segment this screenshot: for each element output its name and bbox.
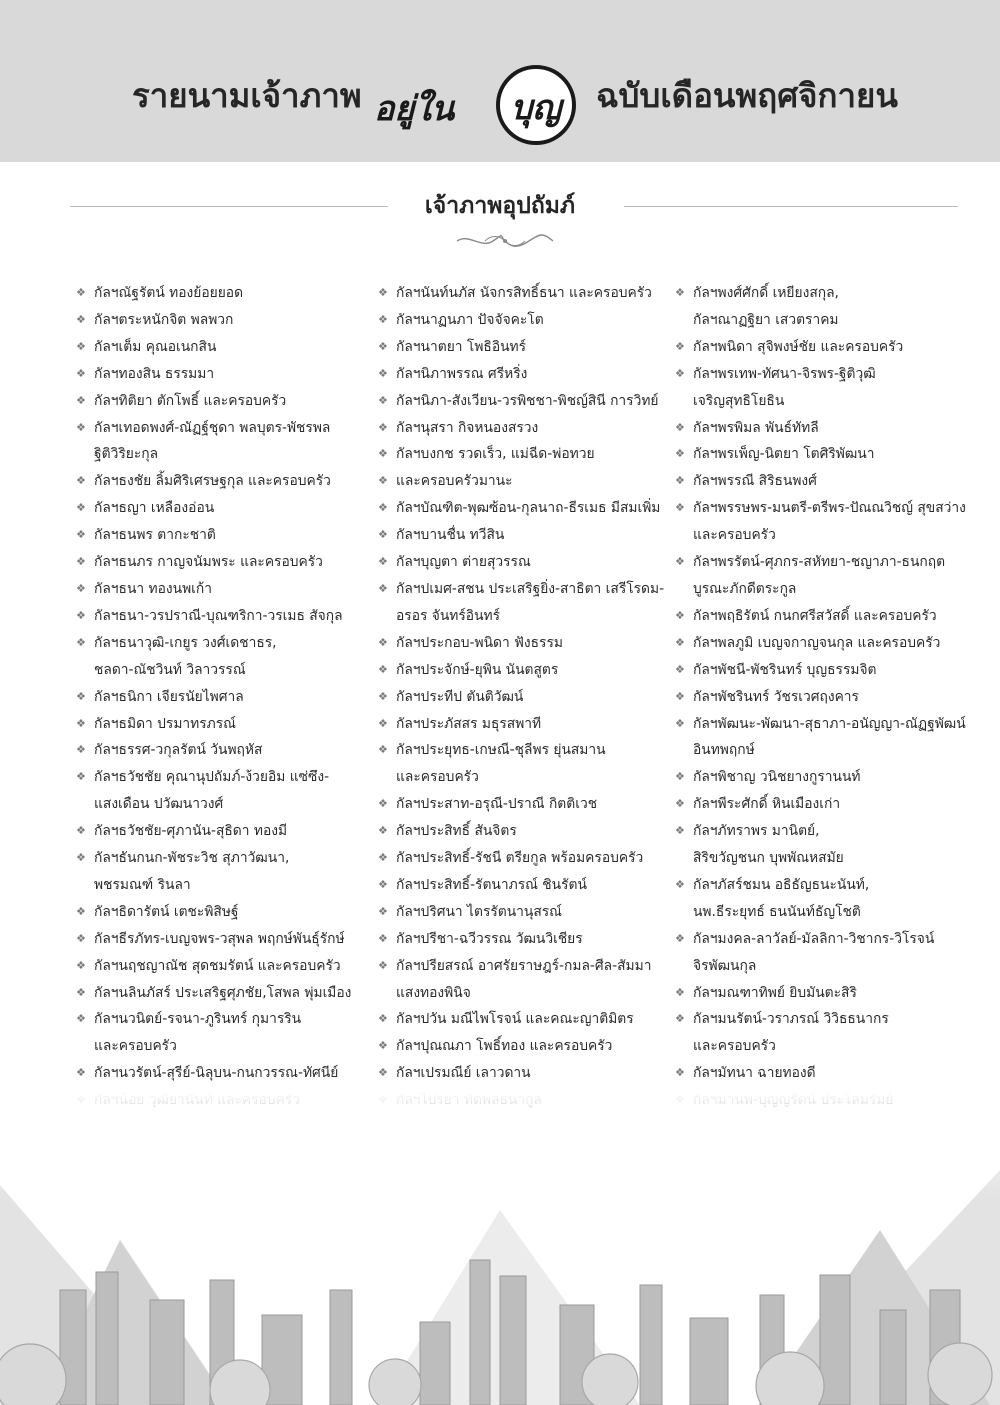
diamond-bullet-icon: ❖: [378, 743, 388, 757]
donor-name-line: และครอบครัวมานะ: [396, 473, 513, 490]
diamond-bullet-icon: ❖: [76, 931, 86, 945]
diamond-bullet-icon: ❖: [675, 286, 685, 299]
donor-name-line: กัลฯมงคล-ลาวัลย์-มัลลิกา-วิชากร-วิโรจน์: [693, 930, 935, 947]
diamond-bullet-icon: ❖: [76, 851, 86, 865]
donor-entry: [378, 388, 674, 415]
diamond-bullet-icon: ❖: [378, 824, 388, 838]
diamond-bullet-icon: ❖: [378, 1066, 388, 1080]
donor-name-line: กัลฯปรีชา-ฉวีวรรณ วัฒนวิเชียร: [396, 930, 583, 947]
donor-entry: [76, 737, 376, 764]
donor-entry: [675, 684, 975, 711]
donor-name-line: กัลฯณัฐรัตน์ ทองย้อยยอด: [94, 285, 244, 301]
donor-name-line: ฐิติวิริยะกุล: [94, 446, 159, 463]
diamond-bullet-icon: ❖: [378, 501, 388, 515]
donor-name-line: กัลฯพรรษพร-มนตรี-ตรีพร-ปัณณวิชญ์ สุขสว่าง: [693, 500, 966, 517]
donor-name-line: สิริขวัญชนก บุพพัณหสมัย: [693, 850, 844, 867]
donor-name-line: ชลดา-ณัชวินท์ วิลาวรรณ์: [94, 661, 246, 678]
diamond-bullet-icon: ❖: [378, 286, 388, 299]
donor-name-line: กัลฯประกอบ-พนิดา ฟังธรรม: [396, 634, 563, 651]
donor-entry: [675, 549, 975, 603]
donor-entry: [378, 711, 674, 738]
donor-entry: [675, 495, 975, 549]
donor-name-line: กัลฯธันกนก-พัชระวิช สุภาวัฒนา,: [94, 850, 290, 867]
diamond-bullet-icon: ❖: [76, 474, 86, 488]
donor-entry: [76, 280, 376, 307]
donor-name-line: อินทพฤกษ์: [693, 742, 755, 759]
donor-entry: [378, 899, 674, 926]
donor-name-line: บูรณะภักดีตระกูล: [693, 580, 797, 597]
diamond-bullet-icon: ❖: [76, 904, 86, 918]
diamond-bullet-icon: ❖: [675, 555, 685, 569]
donor-name-line: แสงทองพินิจ: [396, 984, 471, 1001]
logo-text-right: บุญ: [510, 88, 562, 128]
donor-entry: [675, 1060, 975, 1087]
donor-entry: [76, 845, 376, 899]
donor-entry: [675, 280, 975, 334]
donor-name-line: จิรพัฒนกุล: [693, 957, 757, 974]
donor-entry: [76, 953, 376, 980]
donor-name-line: กัลฯธญา เหลืองอ่อน: [94, 500, 215, 517]
donor-name-line: กัลฯณาฏฐิยา เสวตราคม: [693, 311, 839, 328]
donor-name-line: กัลฯปวัน มณีไพโรจน์ และคณะญาติมิตร: [396, 1011, 634, 1028]
donor-name-line: กัลฯทิติยา ตักโพธิ์ และครอบครัว: [94, 392, 287, 409]
donor-entry: [378, 415, 674, 442]
diamond-bullet-icon: ❖: [675, 474, 685, 488]
donor-name-line: กัลฯพงศ์ศักดิ์ เหยียงสกุล,: [693, 285, 839, 301]
donor-entry: [76, 684, 376, 711]
donor-name-line: และครอบครัว: [94, 1038, 177, 1055]
donor-name-line: กัลฯปุณณภา โพธิ์ทอง และครอบครัว: [396, 1038, 613, 1055]
donor-entry: [76, 415, 376, 469]
logo-text-left: อยู่ใน: [374, 89, 455, 129]
donor-entry: [675, 764, 975, 791]
donor-entry: [378, 872, 674, 899]
donor-entry: [76, 388, 376, 415]
donor-entry: [378, 926, 674, 953]
diamond-bullet-icon: ❖: [378, 1012, 388, 1026]
donor-name-line: กัลฯธงชัย ลิ้มศิริเศรษฐกุล และครอบครัว: [94, 473, 331, 490]
donor-entry: [675, 334, 975, 361]
donor-name-line: กัลฯนันท์นภัส นัจกรสิทธิ์ธนา และครอบครัว: [396, 285, 652, 301]
diamond-bullet-icon: ❖: [76, 312, 86, 326]
donor-entry: [76, 468, 376, 495]
donor-name-line: และครอบครัว: [693, 1038, 776, 1055]
diamond-bullet-icon: ❖: [675, 931, 685, 945]
scroll-ornament-icon: [455, 232, 555, 250]
donor-entry: [76, 549, 376, 576]
donor-name-line: กัลฯประทีป ตันติวัฒน์: [396, 688, 524, 705]
donor-name-line: กัลฯประภัสสร มธุรสพาที: [396, 715, 542, 732]
diamond-bullet-icon: ❖: [675, 608, 685, 622]
donor-entry: [76, 926, 376, 953]
donor-name-line: กัลฯมนรัตน์-วราภรณ์ วิวิธธนากร: [693, 1011, 889, 1028]
diamond-bullet-icon: ❖: [76, 635, 86, 649]
diamond-bullet-icon: ❖: [378, 689, 388, 703]
donor-name-line: กัลฯนาฏนภา ปัจจัจคะโต: [396, 311, 544, 328]
donor-name-line: กัลฯพรเทพ-ทัศนา-จิรพร-ฐิติวุฒิ: [693, 365, 876, 382]
diamond-bullet-icon: ❖: [76, 1012, 86, 1026]
donor-column-2: [378, 280, 674, 1114]
diamond-bullet-icon: ❖: [675, 797, 685, 811]
donor-name-line: กัลฯพัฒนะ-พัฒนา-สุธาภา-อนัญญา-ณัฏฐพัฒน์: [693, 715, 966, 732]
donor-entry: [76, 522, 376, 549]
divider-right: [624, 206, 958, 207]
donor-entry: [76, 899, 376, 926]
donor-name-line: กัลฯนวนิตย์-รจนา-ภูรินทร์ กุมารริน: [94, 1011, 302, 1028]
diamond-bullet-icon: ❖: [378, 581, 388, 595]
donor-name-line: กัลฯพรรัตน์-ศุภกร-สหัทยา-ชญาภา-ธนกฤต: [693, 554, 946, 571]
diamond-bullet-icon: ❖: [76, 689, 86, 703]
donor-name-line: กัลฯธมิดา ปรมาทรภรณ์: [94, 715, 236, 732]
donor-entry: [378, 684, 674, 711]
donor-entry: [378, 522, 674, 549]
diamond-bullet-icon: ❖: [378, 635, 388, 649]
donor-name-line: กัลฯพัชรินทร์ วัชรเวศฤงคาร: [693, 688, 859, 705]
diamond-bullet-icon: ❖: [675, 420, 685, 434]
diamond-bullet-icon: ❖: [378, 904, 388, 918]
donor-column-3: [675, 280, 975, 1114]
diamond-bullet-icon: ❖: [76, 985, 86, 999]
diamond-bullet-icon: ❖: [76, 555, 86, 569]
donor-entry: [76, 307, 376, 334]
donor-name-line: กัลฯพฤธิรัตน์ กนกศรีสวัสดิ์ และครอบครัว: [693, 607, 937, 624]
diamond-bullet-icon: ❖: [675, 1066, 685, 1080]
diamond-bullet-icon: ❖: [378, 877, 388, 891]
donor-entry: [378, 495, 674, 522]
diamond-bullet-icon: ❖: [378, 716, 388, 730]
diamond-bullet-icon: ❖: [76, 770, 86, 784]
donor-entry: [76, 576, 376, 603]
donor-entry: [76, 361, 376, 388]
donor-name-line: นพ.ธีระยุทธ์ ธนนันท์ธัญโชติ: [693, 903, 861, 920]
donor-entry: [76, 1060, 376, 1087]
diamond-bullet-icon: ❖: [675, 689, 685, 703]
donor-entry: [76, 818, 376, 845]
diamond-bullet-icon: ❖: [76, 366, 86, 380]
donor-entry: [378, 361, 674, 388]
donor-name-line: กัลฯปริศนา ไตรรัตนานุสรณ์: [396, 903, 562, 920]
diamond-bullet-icon: ❖: [378, 555, 388, 569]
diamond-bullet-icon: ❖: [675, 824, 685, 838]
donor-entry: [378, 791, 674, 818]
donor-entry: [378, 441, 674, 468]
donor-name-line: และครอบครัว: [396, 769, 479, 786]
donor-entry: [378, 549, 674, 576]
diamond-bullet-icon: ❖: [76, 339, 86, 353]
donor-entry: [76, 1006, 376, 1060]
donor-entry: [76, 630, 376, 684]
donor-entry: [378, 576, 674, 630]
donor-entry: [76, 603, 376, 630]
donor-name-line: กัลฯบัณฑิต-พุฒซ้อน-กุลนาถ-ธีรเมธ มีสมเพิ่ม: [396, 500, 661, 517]
donor-entry: [76, 334, 376, 361]
donor-name-line: กัลฯนิภาพรรณ ศรีหริ่ง: [396, 365, 528, 382]
donor-name-line: กัลฯทองสิน ธรรมมา: [94, 365, 215, 382]
header-title-right: ฉบับเดือนพฤศจิกายน: [596, 76, 898, 115]
diamond-bullet-icon: ❖: [675, 366, 685, 380]
donor-name-line: กัลฯธนภร กาญจนัมพระ และครอบครัว: [94, 554, 323, 571]
donor-name-line: กัลฯนุสรา กิจหนองสรวง: [396, 419, 539, 436]
diamond-bullet-icon: ❖: [675, 501, 685, 515]
diamond-bullet-icon: ❖: [378, 393, 388, 407]
diamond-bullet-icon: ❖: [76, 501, 86, 515]
donor-name-line: กัลฯบงกช รวดเร็ว, แม่ฉีด-พ่อทวย: [396, 446, 595, 463]
diamond-bullet-icon: ❖: [76, 393, 86, 407]
diamond-bullet-icon: ❖: [76, 420, 86, 434]
donor-name-line: กัลฯมัทนา ฉายทองดี: [693, 1065, 816, 1082]
donor-entry: [378, 845, 674, 872]
diamond-bullet-icon: ❖: [675, 447, 685, 461]
donor-entry: [675, 791, 975, 818]
donor-name-line: กัลฯนิภา-สังเวียน-วรพิชชา-พิชญ์สินี การวิทย์: [396, 392, 659, 409]
donor-name-line: กัลฯธิดารัตน์ เตชะพิสิษฐ์: [94, 903, 239, 920]
donor-name-line: กัลฯตระหนักจิต พลพวก: [94, 311, 234, 328]
donor-name-line: กัลฯธีรภัทร-เบญจพร-วสุพล พฤกษ์พันธุ์รักษ์: [94, 930, 345, 947]
donor-entry: [378, 468, 674, 495]
donor-entry: [76, 980, 376, 1007]
donor-name-line: กัลฯปรียสรณ์ อาศรัยราษฎร์-กมล-ศีล-สัมมา: [396, 957, 652, 974]
donor-entry: [378, 630, 674, 657]
donor-entry: [378, 280, 674, 307]
diamond-bullet-icon: ❖: [378, 474, 388, 488]
donor-name-line: กัลฯประยุทธ-เกษณี-ชุลีพร ยุ่นสมาน: [396, 742, 606, 759]
donor-name-line: กัลฯพลภูมิ เบญจกาญจนกุล และครอบครัว: [693, 634, 941, 651]
diamond-bullet-icon: ❖: [378, 958, 388, 972]
donor-name-line: กัลฯพัชนี-พัชรินทร์ บุญธรรมจิต: [693, 661, 877, 678]
diamond-bullet-icon: ❖: [76, 743, 86, 757]
donor-name-line: กัลฯนาตยา โพธิอินทร์: [396, 338, 527, 355]
donor-entry: [378, 307, 674, 334]
donor-name-line: แสงเดือน ปวัฒนาวงศ์: [94, 796, 224, 813]
donor-name-line: กัลฯประจักษ์-ยุพิน นันตสูตร: [396, 661, 559, 678]
donor-entry: [76, 764, 376, 818]
diamond-bullet-icon: ❖: [675, 985, 685, 999]
diamond-bullet-icon: ❖: [76, 716, 86, 730]
donor-entry: [675, 630, 975, 657]
donor-name-line: กัลฯธนา ทองนพเก้า: [94, 580, 213, 597]
diamond-bullet-icon: ❖: [76, 286, 86, 299]
diamond-bullet-icon: ❖: [76, 581, 86, 595]
donor-entry: [675, 657, 975, 684]
donor-name-line: กัลฯธนิกา เจียรนัยไพศาล: [94, 688, 244, 705]
diamond-bullet-icon: ❖: [378, 339, 388, 353]
diamond-bullet-icon: ❖: [378, 662, 388, 676]
diamond-bullet-icon: ❖: [675, 716, 685, 730]
donor-name-line: กัลฯภัทราพร มานิตย์,: [693, 823, 820, 840]
donor-name-line: กัลฯบุญตา ต่ายสุวรรณ: [396, 554, 531, 571]
donor-name-line: กัลฯพรพิมล พันธ์ทัทลี: [693, 419, 819, 436]
donor-name-line: กัลฯพรเพ็ญ-นิตยา โตศิริพัฒนา: [693, 446, 875, 463]
donor-name-line: กัลฯบานชื่น ทวีสิน: [396, 527, 505, 544]
diamond-bullet-icon: ❖: [378, 528, 388, 542]
donor-name-line: กัลฯธวัชชัย-ศุภานัน-สุธิดา ทองมี: [94, 823, 288, 840]
donor-entry: [378, 737, 674, 791]
donor-name-line: กัลฯประสิทธิ์-รัตนาภรณ์ ชินรัตน์: [396, 876, 587, 893]
donor-entry: [675, 468, 975, 495]
donor-entry: [675, 1006, 975, 1060]
donor-name-line: กัลฯปเมศ-สชน ประเสริฐยิ่ง-สาธิตา เสรีโรดม-: [396, 580, 665, 597]
diamond-bullet-icon: ❖: [76, 1066, 86, 1080]
donor-name-line: กัลฯประสาท-อรุณี-ปราณี กิตติเวช: [396, 796, 598, 813]
donor-name-line: กัลฯประสิทธิ์ สันจิตร: [396, 823, 517, 840]
donor-name-line: กัลฯภัสร์ชมน อธิธัญธนะนันท์,: [693, 876, 870, 893]
donor-entry: [675, 361, 975, 415]
donor-entry: [675, 980, 975, 1007]
diamond-bullet-icon: ❖: [675, 339, 685, 353]
donor-name-line: อรอร จันทร์อินทร์: [396, 607, 501, 624]
crystal-scene-illustration: [0, 1090, 1000, 1405]
donor-entry: [76, 495, 376, 522]
diamond-bullet-icon: ❖: [378, 366, 388, 380]
donor-entry: [675, 818, 975, 872]
donor-entry: [378, 1033, 674, 1060]
donor-name-line: กัลฯนลินภัสร์ ประเสริฐศุภชัย,โสพล พุ่มเมือง: [94, 984, 352, 1001]
donor-name-line: กัลฯนฤชญาณัช สุดชมรัตน์ และครอบครัว: [94, 957, 341, 974]
donor-name-line: กัลฯเต็ม คุณอเนกสิน: [94, 338, 217, 355]
donor-name-line: กัลฯธนา-วรปราณี-บุณฑริกา-วรเมธ สัจกุล: [94, 607, 343, 624]
donor-entry: [675, 441, 975, 468]
donor-entry: [675, 926, 975, 980]
donor-name-line: กัลฯธนพร ตากะชาติ: [94, 527, 216, 544]
donor-name-line: กัลฯนวรัตน์-สุรีย์-นิลุบน-กนกวรรณ-ทัศนีย์: [94, 1065, 339, 1082]
donor-name-line: พชรมณฑ์ รินลา: [94, 876, 191, 893]
header-title-left: รายนามเจ้าภาพ: [132, 76, 362, 115]
donor-entry: [378, 1060, 674, 1087]
donor-entry: [378, 953, 674, 1007]
donor-name-line: กัลฯธวัชชัย คุณานุปถัมภ์-ง้วยอิม แซ่ซึง-: [94, 769, 330, 786]
donor-name-line: กัลฯเปรมณีย์ เลาวดาน: [396, 1065, 531, 1082]
diamond-bullet-icon: ❖: [378, 420, 388, 434]
diamond-bullet-icon: ❖: [675, 662, 685, 676]
donor-name-line: กัลฯมณฑาทิพย์ ยิบมันตะสิริ: [693, 984, 857, 1001]
diamond-bullet-icon: ❖: [76, 608, 86, 622]
donor-name-line: กัลฯพรรณี สิริธนพงศ์: [693, 473, 817, 490]
section-title: เจ้าภาพอุปถัมภ์: [424, 193, 576, 219]
donor-entry: [378, 818, 674, 845]
donor-entry: [675, 711, 975, 765]
diamond-bullet-icon: ❖: [675, 1012, 685, 1026]
donor-entry: [378, 657, 674, 684]
diamond-bullet-icon: ❖: [378, 797, 388, 811]
diamond-bullet-icon: ❖: [378, 851, 388, 865]
diamond-bullet-icon: ❖: [675, 635, 685, 649]
diamond-bullet-icon: ❖: [378, 1039, 388, 1053]
donor-name-line: กัลฯธนาวุฒิ-เกยูร วงศ์เดชาธร,: [94, 634, 277, 651]
donor-entry: [675, 415, 975, 442]
donor-name-line: กัลฯพนิดา สุจิพงษ์ชัย และครอบครัว: [693, 338, 904, 355]
donor-name-line: กัลฯธรรศ-วกุลรัตน์ วันพฤหัส: [94, 742, 263, 759]
donor-entry: [378, 334, 674, 361]
donor-entry: [675, 603, 975, 630]
donor-name-line: กัลฯประสิทธิ์-รัชนี ตรียกูล พร้อมครอบครัว: [396, 850, 644, 867]
diamond-bullet-icon: ❖: [378, 312, 388, 326]
diamond-bullet-icon: ❖: [675, 877, 685, 891]
diamond-bullet-icon: ❖: [378, 447, 388, 461]
donor-column-1: [76, 280, 376, 1114]
donor-name-line: เจริญสุทธิโยธิน: [693, 392, 785, 409]
diamond-bullet-icon: ❖: [675, 770, 685, 784]
uyu-nai-bun-logo: [368, 62, 580, 148]
donor-name-line: กัลฯพีระศักดิ์ หินเมืองเก่า: [693, 796, 841, 813]
diamond-bullet-icon: ❖: [378, 931, 388, 945]
donor-name-line: และครอบครัว: [693, 527, 776, 544]
diamond-bullet-icon: ❖: [76, 958, 86, 972]
donor-name-line: กัลฯพิชาญ วนิชยางกูรานนท์: [693, 769, 861, 786]
donor-entry: [675, 872, 975, 926]
donor-name-line: กัลฯเทอดพงศ์-ณัฏฐ์ชุดา พลบุตร-พัชรพล: [94, 419, 331, 436]
donor-entry: [76, 711, 376, 738]
donor-entry: [378, 1006, 674, 1033]
diamond-bullet-icon: ❖: [76, 528, 86, 542]
diamond-bullet-icon: ❖: [76, 824, 86, 838]
